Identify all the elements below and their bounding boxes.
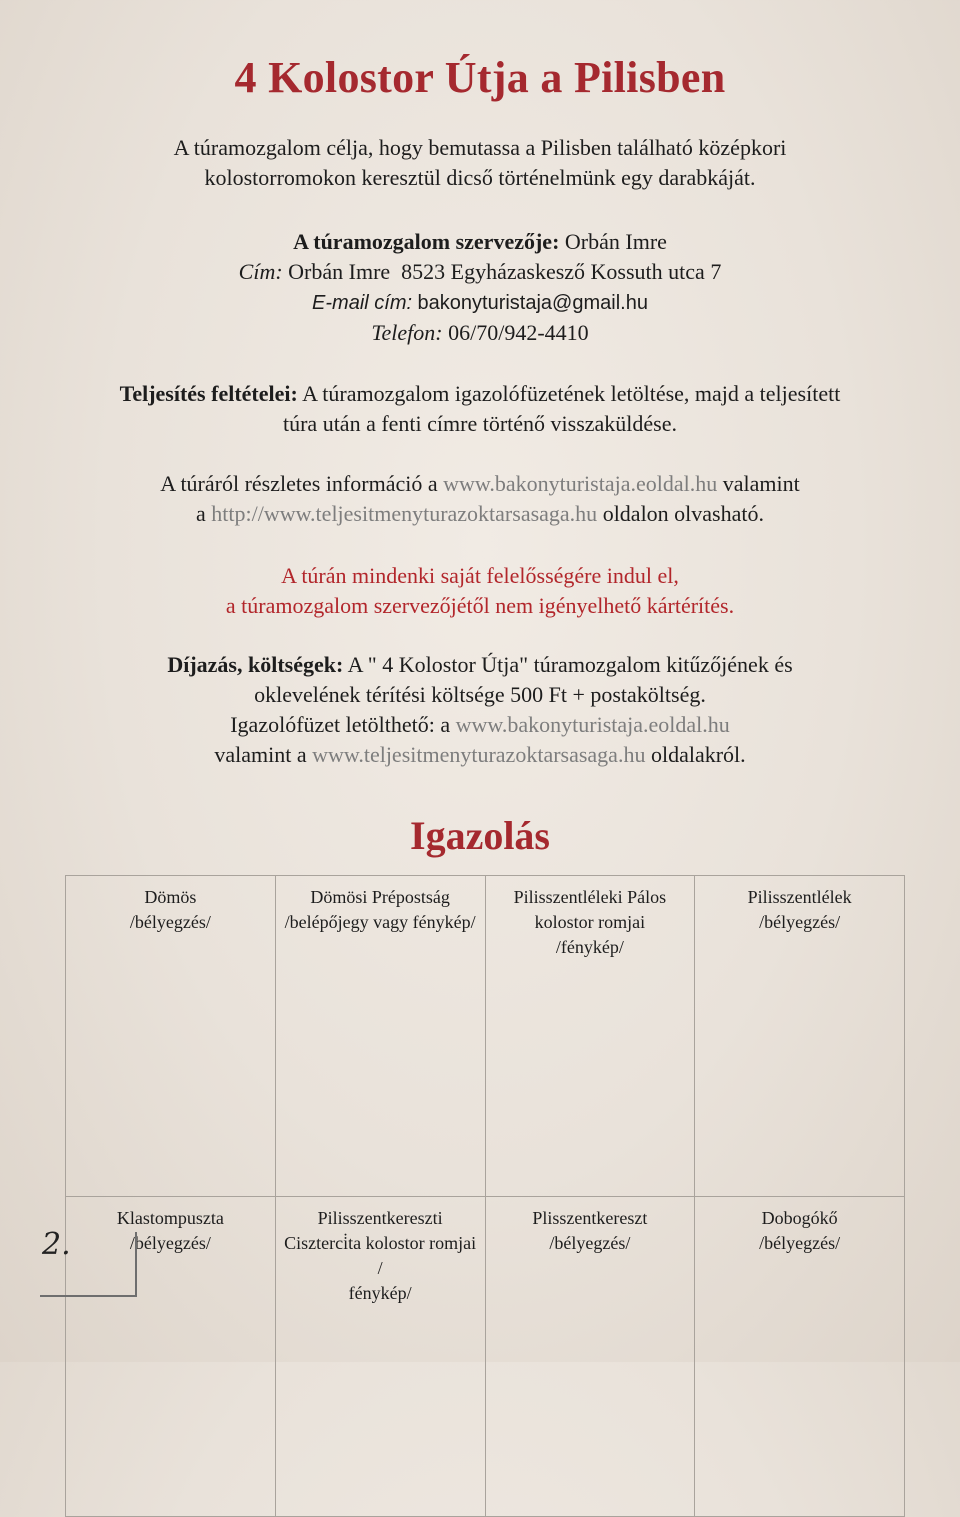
stamp-location: Dömösi Prépostság — [310, 887, 450, 907]
fees-label: Díjazás, költségek: — [167, 652, 344, 677]
fees-text-3: Igazolófüzet letölthető: a — [230, 712, 451, 737]
organizer-line — [0, 227, 960, 257]
stamp-location: Pilisszentkereszti Ciszterci̇ta kolostor romjai / — [284, 1207, 477, 1278]
organizer-block — [0, 227, 960, 348]
stamp-location: Dobogókő — [761, 1207, 838, 1228]
requirements-label: Teljesítés feltételei: — [119, 381, 298, 406]
info-text-3: a — [196, 501, 206, 526]
stamp-cell[interactable] — [485, 876, 695, 1197]
stamp-cell[interactable] — [695, 876, 905, 1197]
phone-value: 06/70/942-4410 — [448, 320, 589, 345]
email-label: E-mail cím: — [312, 292, 413, 314]
phone-label: Telefon: — [371, 320, 443, 345]
fees-line-1 — [0, 650, 960, 680]
address-value: Orbán Imre 8523 Egyházaskesző Kossuth utca 7 — [288, 259, 722, 284]
email-value[interactable]: bakonyturistaja@gmail.hu — [417, 292, 648, 314]
fees-text-4: valamint a — [214, 742, 307, 767]
liability-warning — [0, 561, 960, 621]
fees-text-1: A " 4 Kolostor Útja" túramozgalom kitűzőjének és — [347, 652, 793, 677]
stamp-location: Dömös — [144, 887, 197, 907]
intro-paragraph — [0, 133, 960, 193]
info-text-1: A túráról részletes információ a — [160, 471, 438, 496]
stamp-cell[interactable] — [66, 876, 276, 1197]
fees-line-3 — [0, 710, 960, 740]
requirements-block — [0, 379, 960, 439]
stamp-cell[interactable] — [275, 1196, 485, 1517]
stamp-requirement: /bélyegzés/ — [129, 1232, 211, 1253]
stamp-row — [66, 1196, 905, 1517]
fees-text-2: oklevelének térítési költsége 500 Ft + postaköltség. — [254, 682, 706, 707]
stamp-requirement: /bélyegzés/ — [759, 1232, 841, 1253]
phone-line — [0, 318, 960, 348]
info-link-2[interactable]: http://www.teljesitmenyturazoktarsasaga.hu — [211, 501, 598, 526]
warning-line-2: a túramozgalom szervezőjétől nem igényelhető kártérítés. — [225, 593, 735, 618]
fees-link-1[interactable]: www.bakonyturistaja.eoldal.hu — [455, 712, 730, 737]
organizer-name: Orbán Imre — [564, 229, 667, 254]
warning-line-1: A túrán mindenki saját felelősségére indul el, — [281, 563, 679, 588]
page-title: 4 Kolostor Útja a Pilisben — [234, 53, 726, 102]
requirements-text-2: túra után a fenti címre történő visszaküldése. — [282, 411, 678, 436]
info-line-2 — [0, 499, 960, 529]
stamp-cell[interactable] — [485, 1196, 695, 1517]
organizer-label: A túramozgalom szervezője: — [293, 229, 560, 254]
stamp-requirement: fénykép/ — [348, 1282, 412, 1303]
address-line — [0, 257, 960, 287]
stamp-cell[interactable] — [275, 876, 485, 1197]
stamp-location: Pilisszentlélek — [747, 887, 852, 907]
intro-line-2: kolostorromokon keresztül dicső történelmünk egy darabkáját. — [204, 165, 756, 190]
info-text-4: oldalon olvasható. — [602, 501, 764, 526]
info-block — [0, 469, 960, 529]
stamp-requirement: /bélyegzés/ — [129, 912, 211, 932]
fees-block — [0, 650, 960, 770]
requirements-text-1: A túramozgalom igazolófüzetének letöltése, majd a teljesített — [302, 381, 841, 406]
info-text-2: valamint — [722, 471, 800, 496]
requirements-line-1 — [0, 379, 960, 409]
info-line-1 — [0, 469, 960, 499]
page-number — [40, 1227, 137, 1297]
stamp-cell[interactable] — [695, 1196, 905, 1517]
page-number-text: 2. — [42, 1227, 71, 1262]
stamp-location: Klastompuszta — [116, 1207, 224, 1228]
stamp-location: Pilisszentléleki Pálos kolostor romjai — [513, 887, 667, 932]
section-title-igazolas: Igazolás — [410, 813, 550, 858]
email-line — [0, 287, 960, 318]
stamp-requirement: /bélyegzés/ — [759, 912, 841, 932]
stamp-row — [66, 876, 905, 1197]
address-label: Cím: — [238, 259, 283, 284]
stamp-location: Plisszentkereszt — [532, 1207, 648, 1228]
info-link-1[interactable]: www.bakonyturistaja.eoldal.hu — [443, 471, 718, 496]
fees-line-4 — [0, 740, 960, 770]
stamp-requirement: /bélyegzés/ — [549, 1232, 631, 1253]
intro-line-1: A túramozgalom célja, hogy bemutassa a Pilisben található középkori — [173, 135, 787, 160]
fees-text-5: oldalakról. — [650, 742, 746, 767]
stamp-requirement: /fénykép/ — [555, 937, 624, 957]
fees-link-2[interactable]: www.teljesitmenyturazoktarsasaga.hu — [312, 742, 646, 767]
stamp-grid — [65, 875, 905, 1517]
stamp-requirement: /belépőjegy vagy fénykép/ — [284, 912, 476, 932]
